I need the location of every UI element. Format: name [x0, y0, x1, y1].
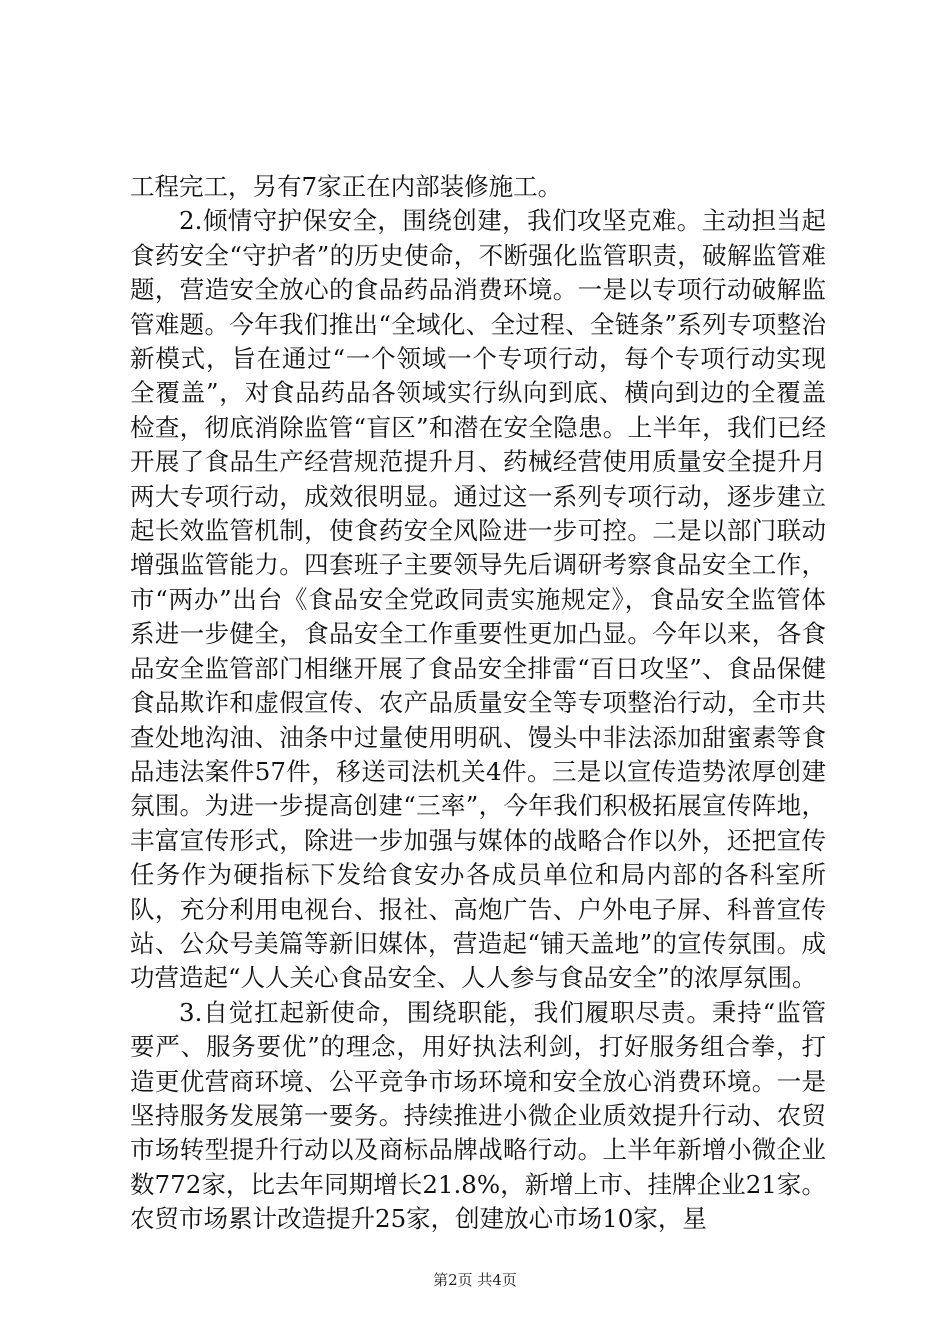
paragraph-duties: 3.自觉扛起新使命，围绕职能，我们履职尽责。秉持“监管要严、服务要优”的理念，用好执法利剑，打好服务组合拳，打造更优营商环境、公平竞争市场环境和安全放心消费环境。一是坚持服务发展第一要务。持续推进小微企业质效提升行动、农贸市场转型提升行动以及商标品牌战略行动。上半年新增小微企业数772家，比去年同期增长21.8%，新增上市、挂牌企业21家。农贸市场累计改造提升25家，创建放心市场10家，星: [130, 997, 826, 1234]
paragraph-food-drug-safety: 2.倾情守护保安全，围绕创建，我们攻坚克难。主动担当起食药安全“守护者”的历史使命，不断强化监管职责，破解监管难题，营造安全放心的食品药品消费环境。一是以专项行动破解监管难题。今年我们推出“全域化、全过程、全链条”系列专项整治新模式，旨在通过“一个领域一个专项行动，每个专项行动实现全覆盖”，对食品药品各领域实行纵向到底、横向到边的全覆盖检查，彻底消除监管“盲区”和潜在安全隐患。上半年，我们已经开展了食品生产经营规范提升月、药械经营使用质量安全提升月两大专项行动，成效很明显。通过这一系列专项行动，逐步建立起长效监管机制，使食药安全风险进一步可控。二是以部门联动增强监管能力。四套班子主要领导先后调研考察食品安全工作，市“两办”出台《食品安全党政同责实施规定》，食品安全监管体系进一步健全，食品安全工作重要性更加凸显。今年以来，各食品安全监管部门相继开展了食品安全排雷“百日攻坚”、食品保健食品欺诈和虚假宣传、农产品质量安全等专项整治行动，全市共查处地沟油、油条中过量使用明矾、馒头中非法添加甜蜜素等食品违法案件57件，移送司法机关4件。三是以宣传造势浓厚创建氛围。为进一步提高创建“三率”，今年我们积极拓展宣传阵地，丰富宣传形式，除进一步加强与媒体的战略合作以外，还把宣传任务作为硬指标下发给食安办各成员单位和局内部的各科室所队，充分利用电视台、报社、高炮广告、户外电子屏、科普宣传站、公众号美篇等新旧媒体，营造起“铺天盖地”的宣传氛围。成功营造起“人人关心食品安全、人人参与食品安全”的浓厚氛围。: [130, 206, 826, 993]
page-footer: [0, 1270, 950, 1290]
document-body: [130, 170, 826, 1237]
page-number: 第2页 共4页: [433, 1271, 517, 1289]
paragraph-continuation: 工程完工，另有7家正在内部装修施工。: [130, 172, 563, 201]
